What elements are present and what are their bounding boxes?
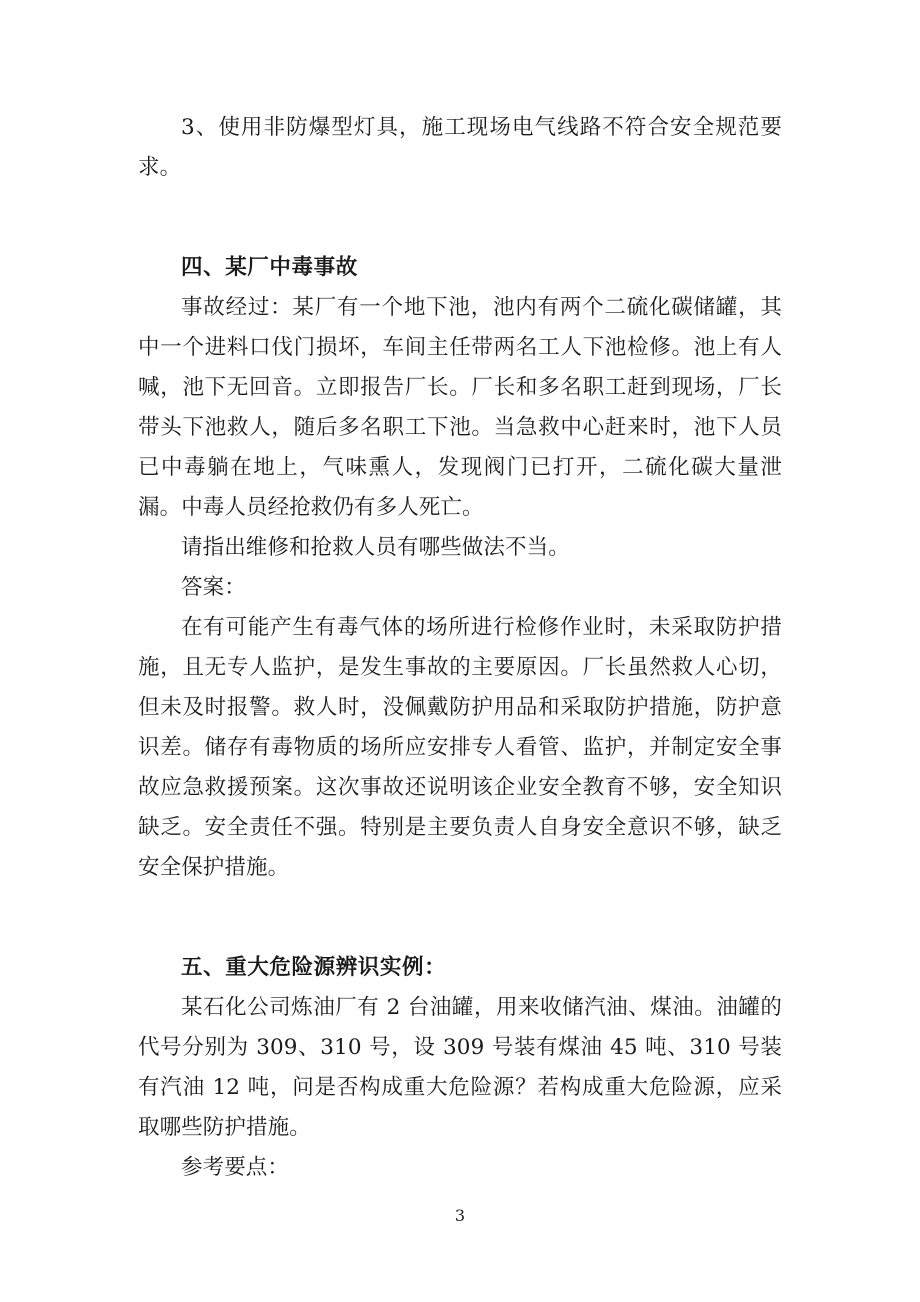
section-four-narrative: 事故经过：某厂有一个地下池，池内有两个二硫化碳储罐，其中一个进料口伐门损坏，车间主任带两名工人下池检修。池上有人喊，池下无回音。立即报告厂长。厂长和多名职工赶到现场，厂长带头下池救人，随后多名职工下池。当急救中心赶来时，池下人员已中毒躺在地上，气味熏人，发现阀门已打开，二硫化碳大量泄漏。中毒人员经抢救仍有多人死亡。 bbox=[138, 295, 782, 520]
list-item-3: 3、使用非防爆型灯具，施工现场电气线路不符合安全规范要求。 bbox=[138, 115, 782, 180]
section-heading-four: 四、某厂中毒事故 bbox=[181, 255, 358, 280]
section-four-answer-body: 在有可能产生有毒气体的场所进行检修作业时，未采取防护措施，且无专人监护，是发生事故的主要原因。厂长虽然救人心切，但未及时报警。救人时，没佩戴防护用品和采取防护措施，防护意识差。储存有毒物质的场所应安排专人看管、监护，并制定安全事故应急救援预案。这次事故还说明该企业安全教育不够，安全知识缺乏。安全责任不强。特别是主要负责人自身安全意识不够，缺乏安全保护措施。 bbox=[138, 615, 782, 880]
spacer bbox=[138, 188, 782, 248]
section-four-question: 请指出维修和抢救人员有哪些做法不当。 bbox=[181, 535, 570, 560]
section-five-reference-label: 参考要点： bbox=[181, 1155, 290, 1180]
page-content bbox=[138, 108, 782, 1188]
spacer bbox=[138, 888, 782, 948]
section-four-answer-label: 答案： bbox=[181, 575, 246, 600]
page-number: 3 bbox=[454, 1206, 466, 1225]
section-heading-five: 五、重大危险源辨识实例： bbox=[181, 955, 447, 980]
section-five-body: 某石化公司炼油厂有 2 台油罐，用来收储汽油、煤油。油罐的代号分别为 309、310 号，设 309 号装有煤油 45 吨、310 号装有汽油 12 吨，问是否构成重大危险源？若构成重大危险源，应采取哪些防护措施。 bbox=[138, 995, 782, 1140]
